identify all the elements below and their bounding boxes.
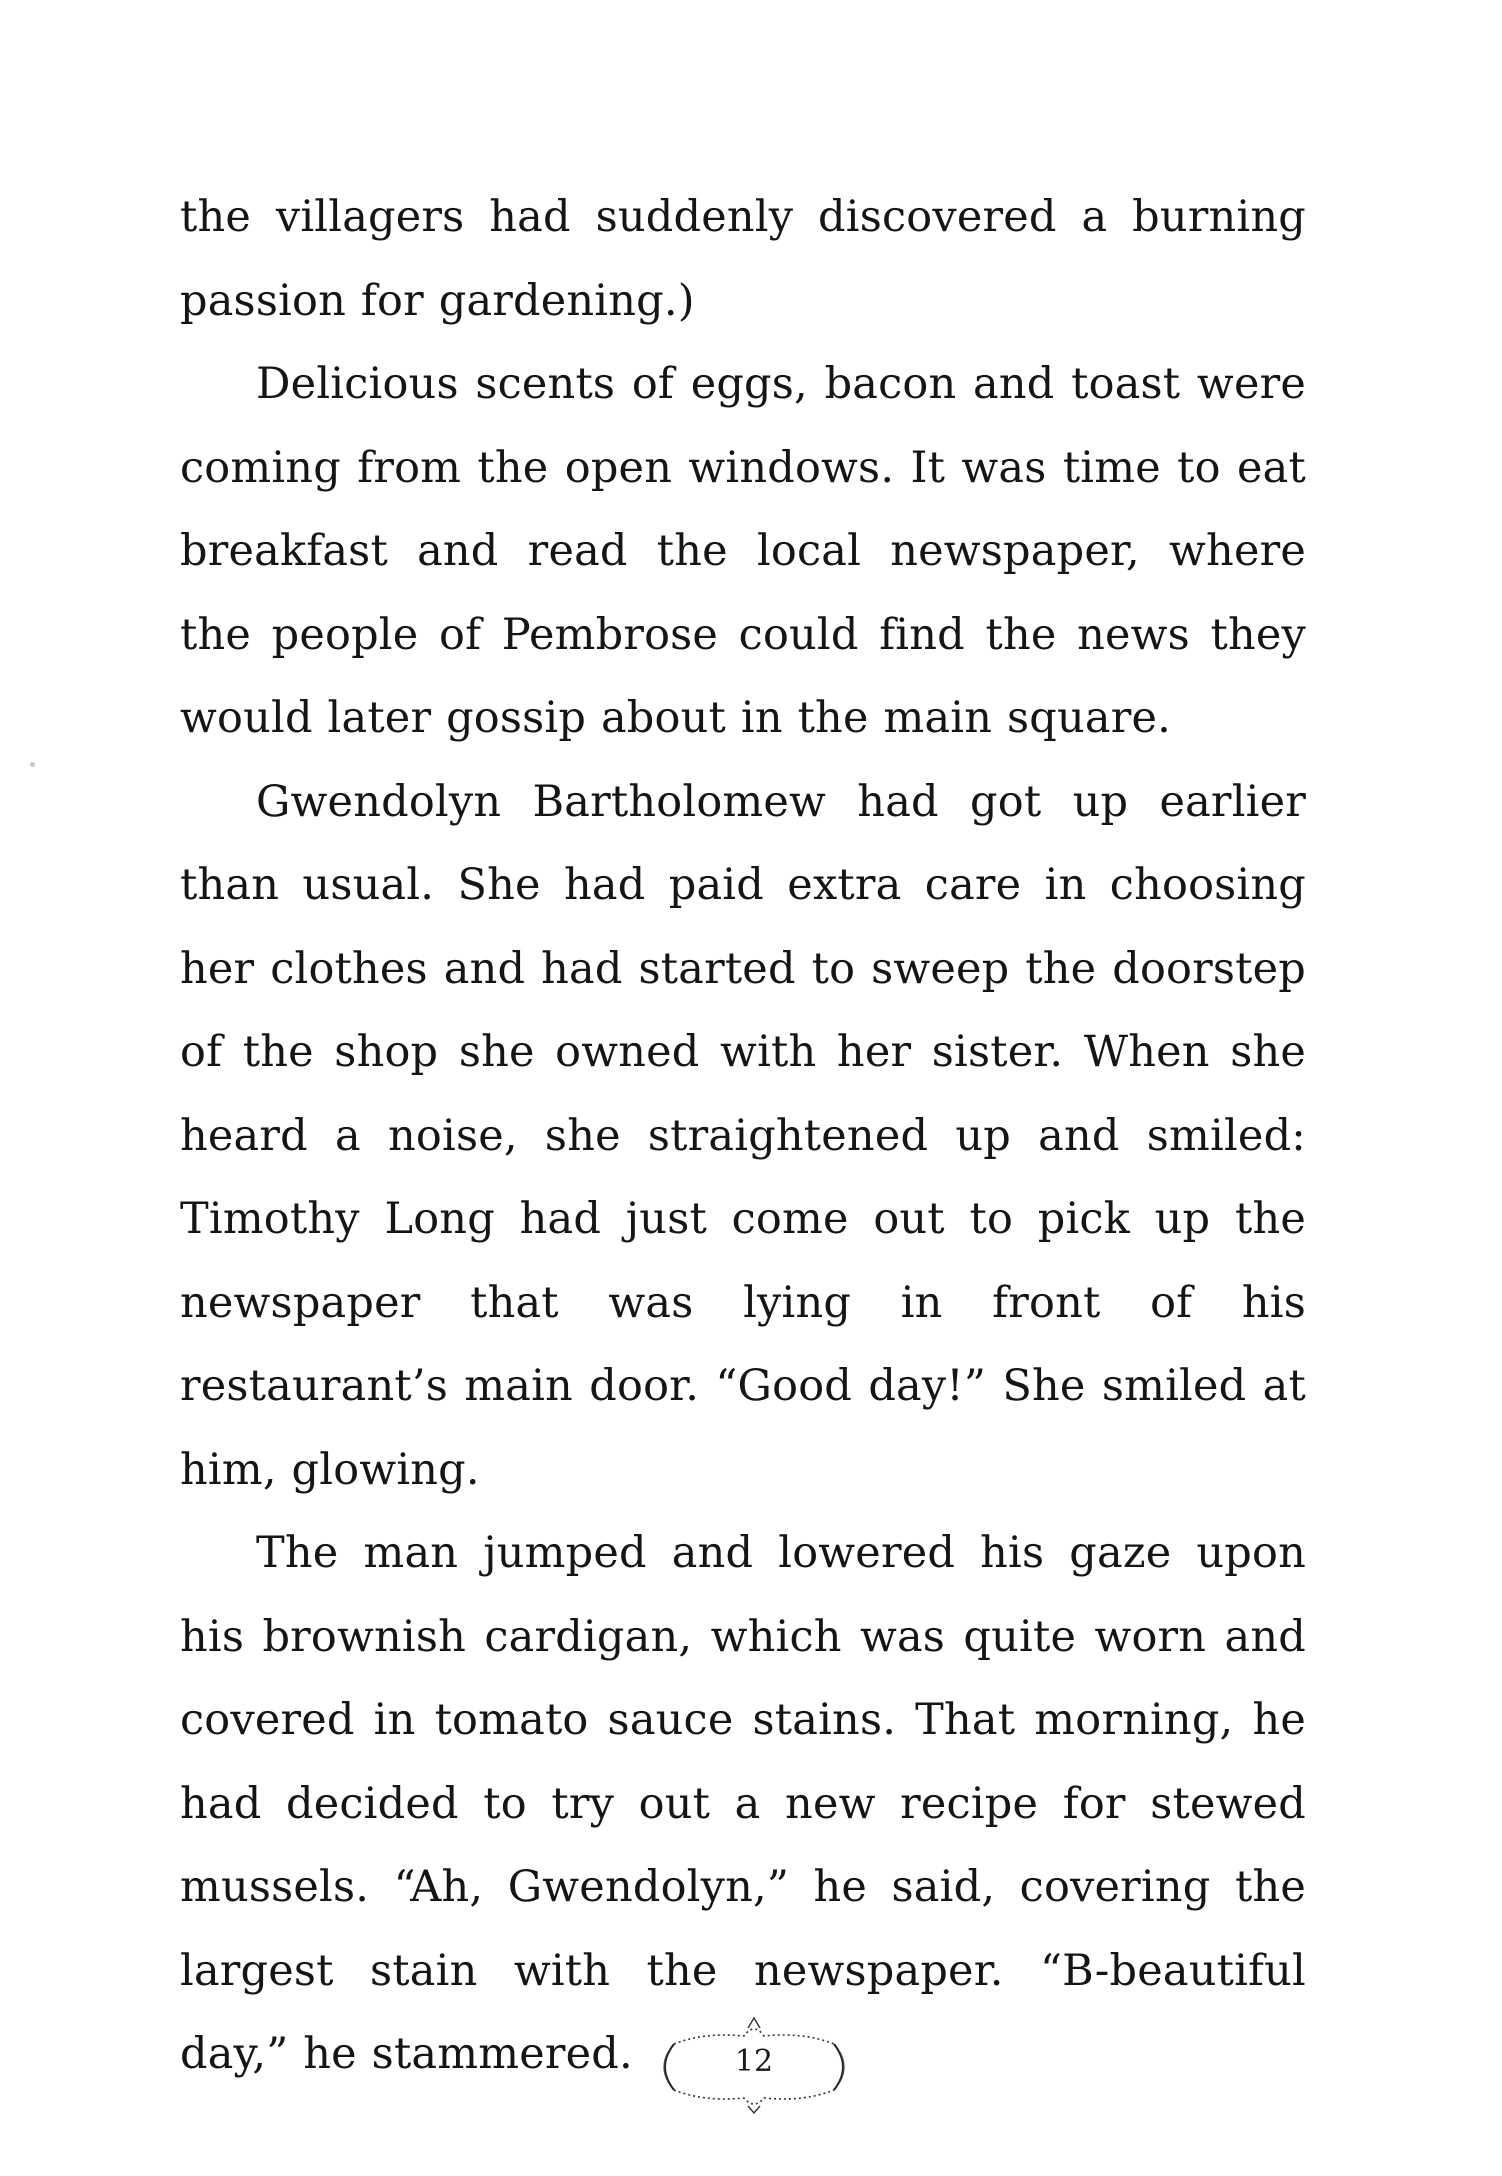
body-text xyxy=(180,176,1306,2097)
page-number-frame xyxy=(644,2014,864,2114)
paragraph: The man jumped and lowered his gaze upon his brownish cardigan, which was quite worn and covered in tomato sauce stains. That morning, he had decided to try out a new recipe for stewed mussels. “Ah, Gwendolyn,” he said, covering the largest stain with the newspaper. “B-beautiful day,” he stammered. xyxy=(180,1528,1306,2079)
paragraph: Gwendolyn Bartholomew had got up earlier than usual. She had paid extra care in choosing her clothes and had started to sweep the doorstep of the shop she owned with her sister. When she heard a noise, she straightened up and smiled: Timothy Long had just come out to pick up the newspaper that was lying in front of his restaurant’s main door. “Good day!” She smiled at him, glowing. xyxy=(180,776,1306,1495)
paragraph: Delicious scents of eggs, bacon and toast were coming from the open windows. It was time to eat breakfast and read the local newspaper, where the people of Pembrose could find the news they would later gossip about in the main square. xyxy=(180,359,1306,743)
page-number: 12 xyxy=(734,2044,774,2079)
paragraph-continued: the villagers had suddenly discovered a burning passion for gardening.) xyxy=(180,192,1306,326)
scan-speck xyxy=(30,762,35,767)
